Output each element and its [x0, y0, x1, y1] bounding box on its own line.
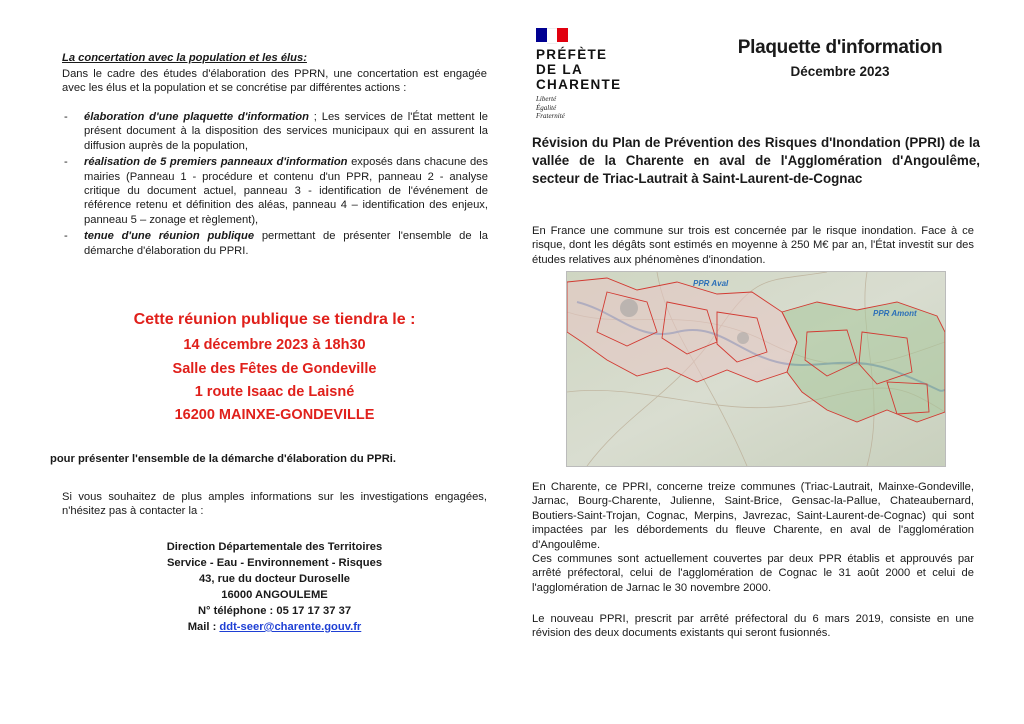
marianne-flag-icon: [536, 28, 568, 42]
bullet-text: permettant de présenter l'ensemble de la démarche d'élaboration du PPRI.: [84, 230, 488, 257]
new-ppri-paragraph: Le nouveau PPRI, prescrit par arrêté préfectoral du 6 mars 2019, consiste en une révision des deux documents existants qui seront fusionnés.: [532, 613, 974, 640]
communes-paragraph: [532, 480, 974, 595]
motto-line: Égalité: [536, 103, 557, 112]
subject-heading: Révision du Plan de Prévention des Risques d'Inondation (PPRI) de la vallée de la Charente en aval de l'Agglomération d'Angoulême, secteur de Triac-Lautrait à Saint-Laurent-de-Cognac: [532, 135, 980, 186]
flag-white: [547, 28, 558, 44]
contact-intro: Si vous souhaitez de plus amples informations sur les investigations engagées, n'hésitez pas à contacter la :: [62, 491, 487, 518]
bullet-bold: réalisation de 5 premiers panneaux d'information: [84, 156, 348, 169]
list-item: - tenue d'une réunion publique permettant de présenter l'ensemble de la démarche d'élaboration du PPRI.: [64, 230, 488, 257]
address-line-3: 43, rue du docteur Duroselle: [198, 573, 351, 585]
actions-list: [64, 110, 488, 260]
intro-paragraph: Dans le cadre des études d'élaboration des PPRN, une concertation est engagée avec les élus et la population et se concrétise par différentes actions :: [62, 68, 487, 95]
address-line-4: 16000 ANGOULEME: [221, 589, 328, 601]
flag-blue: [536, 28, 547, 42]
present-text: pour présenter l'ensemble de la démarche d'élaboration du PPRi.: [50, 453, 397, 465]
logo-name-line: PRÉFÈTE: [536, 47, 608, 62]
logo-name-line: DE LA: [536, 62, 583, 77]
flag-red: [557, 28, 568, 42]
address-line-2: Service - Eau - Environnement - Risques: [166, 557, 383, 569]
bullet-bold: tenue d'une réunion publique: [84, 230, 255, 243]
mail-line: [62, 620, 487, 636]
address-line-1: Direction Départementale des Territoires: [166, 541, 383, 553]
document-title: Plaquette d'information: [737, 37, 943, 58]
motto-line: Fraternité: [536, 112, 565, 120]
current-ppr-text: Ces communes sont actuellement couvertes par deux PPR établis et approuvés par arrêté préfectoral, celui de l'agglomération de Cognac le 31 août 2000 et celui de l'agglomération de Jarnac le 30 novembre 2000.: [532, 553, 974, 594]
meeting-heading: Cette réunion publique se tiendra le :: [133, 311, 416, 328]
list-item: - élaboration d'une plaquette d'information ; Les services de l'État mettent le présent document à la disposition des services municipaux qui en assurent la diffusion auprès de la population,: [64, 111, 488, 152]
document-date: Décembre 2023: [790, 64, 890, 79]
bullet-text: exposés dans chacune des mairies (Panneau 1 - procédure et contenu d'un PPR, panneau 2 - analyse critique du document actuel, panneau 3 - identification de l'événement de référence retenu et définition des aléas, panneau 4 – identification des enjeux, panneau 5 – zonage et règlement),: [84, 156, 488, 226]
list-item: - réalisation de 5 premiers panneaux d'information exposés dans chacune des mairies (Panneau 1 - procédure et contenu d'un PPR, panneau 2 - analyse critique du document actuel, panneau 3 - identification de l'événement de référence retenu et définition des aléas, panneau 4 – identification des enjeux, panneau 5 – zonage et règlement),: [64, 156, 488, 226]
phone-number: N° téléphone : 05 17 17 37 37: [197, 605, 352, 617]
ppr-map: [566, 271, 946, 467]
city-cognac: [620, 299, 638, 317]
section-title: La concertation avec la population et les élus:: [62, 52, 307, 64]
meeting-date: 14 décembre 2023 à 18h30: [183, 337, 366, 353]
logo-name-line: CHARENTE: [536, 77, 622, 92]
logo-name: [536, 47, 656, 92]
mail-label: Mail :: [187, 621, 220, 633]
motto-line: Liberté: [536, 95, 557, 103]
bullet-bold: élaboration d'une plaquette d'information: [84, 111, 309, 123]
meeting-venue: Salle des Fêtes de Gondeville: [172, 361, 377, 377]
mail-link[interactable]: ddt-seer@charente.gouv.fr: [219, 621, 362, 633]
risk-paragraph: En France une commune sur trois est concernée par le risque inondation. Face à ce risque, dont les dégâts sont estimés en moyenne à 250 M€ par an, l'État investit sur des études relatives aux phénomènes d'inondation.: [532, 225, 974, 266]
bullet-text: ; Les services de l'État mettent le présent document à la disposition des services municipaux qui en assurent la diffusion auprès de la population,: [84, 111, 488, 152]
meeting-city: 16200 MAINXE-GONDEVILLE: [174, 407, 375, 423]
meeting-street: 1 route Isaac de Laisné: [194, 384, 355, 400]
ppr-amont-label: PPR Amont: [873, 309, 917, 318]
prefecture-logo: [536, 28, 656, 121]
ppr-aval-label: PPR Aval: [693, 279, 729, 288]
city-jarnac: [737, 332, 749, 344]
logo-motto: [536, 95, 656, 121]
communes-text: En Charente, ce PPRI, concerne treize communes (Triac-Lautrait, Mainxe-Gondeville, Jarnac, Bourg-Charente, Julienne, Saint-Brice, Gensac-la-Pallue, Chateaubernard, Boutiers-Saint-Trojan, Cognac, Merpins, Javrezac, Saint-Laurent-de-Cognac) qui sont impactées par les débordements du fleuve Charente, en aval de l'agglomération d'Angoulême.: [532, 481, 974, 551]
